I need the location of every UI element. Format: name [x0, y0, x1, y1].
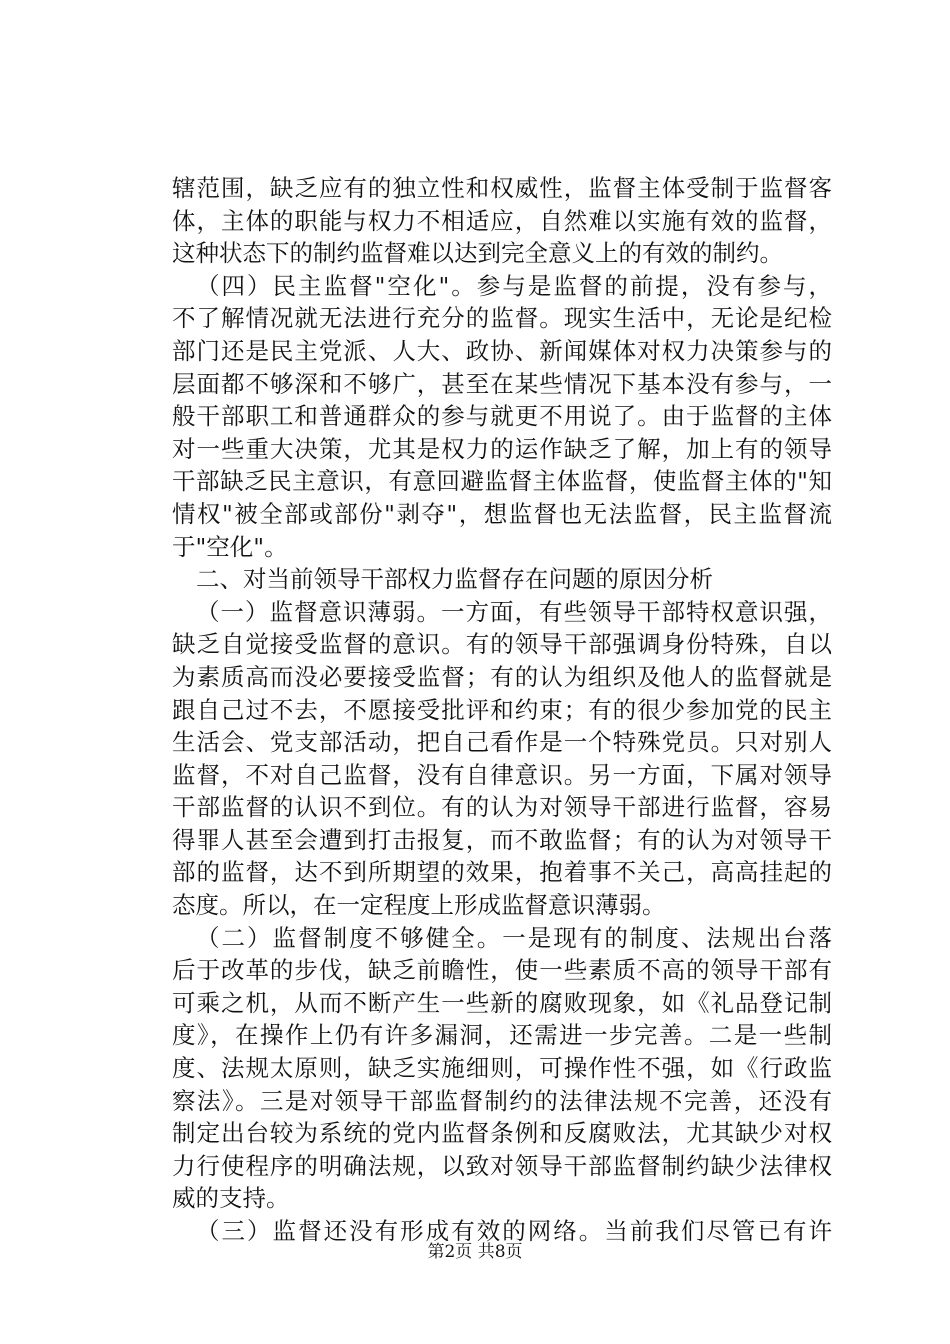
text-line: 监督，不对自己监督，没有自律意识。另一方面，下属对领导 [172, 760, 832, 789]
text-line: 制定出台较为系统的党内监督条例和反腐败法，尤其缺少对权 [172, 1119, 832, 1148]
text-line: 跟自己过不去，不愿接受批评和约束；有的很少参加党的民主 [172, 695, 832, 724]
text-line: 力行使程序的明确法规，以致对领导干部监督制约缺少法律权 [172, 1151, 832, 1180]
text-line: 缺乏自觉接受监督的意识。有的领导干部强调身份特殊，自以 [172, 630, 832, 659]
text-line: 干部监督的认识不到位。有的认为对领导干部进行监督，容易 [172, 793, 832, 822]
text-line: （三）监督还没有形成有效的网络。当前我们尽管已有许 [196, 1217, 832, 1245]
text-line: 不了解情况就无法进行充分的监督。现实生活中，无论是纪检 [172, 304, 832, 333]
text-line: （二）监督制度不够健全。一是现有的制度、法规出台落 [196, 923, 832, 952]
text-line: 部门还是民主党派、人大、政协、新闻媒体对权力决策参与的 [172, 336, 832, 365]
text-line: 二、对当前领导干部权力监督存在问题的原因分析 [196, 565, 713, 594]
page-footer: 第2页 共8页 [427, 1242, 523, 1262]
text-line: 态度。所以，在一定程度上形成监督意识薄弱。 [172, 891, 666, 920]
text-line: 度》，在操作上仍有许多漏洞，还需进一步完善。二是一些制 [172, 1021, 832, 1050]
text-line: （四）民主监督"空化"。参与是监督的前提，没有参与， [196, 271, 832, 300]
text-line: （一）监督意识薄弱。一方面，有些领导干部特权意识强， [196, 597, 832, 626]
text-line: 般干部职工和普通群众的参与就更不用说了。由于监督的主体 [172, 402, 832, 431]
text-line: 情权"被全部或部份"剥夺"，想监督也无法监督，民主监督流 [172, 499, 832, 528]
text-line: 生活会、党支部活动，把自己看作是一个特殊党员。只对别人 [172, 728, 832, 757]
text-line: 辖范围，缺乏应有的独立性和权威性，监督主体受制于监督客 [172, 174, 832, 202]
text-line: 威的支持。 [172, 1184, 290, 1213]
text-line: 可乘之机，从而不断产生一些新的腐败现象，如《礼品登记制 [172, 988, 832, 1017]
text-line: 对一些重大决策，尤其是权力的运作缺乏了解，加上有的领导 [172, 434, 832, 463]
document-body [172, 172, 832, 1248]
text-line: 为素质高而没必要接受监督；有的认为组织及他人的监督就是 [172, 662, 832, 691]
text-line: 这种状态下的制约监督难以达到完全意义上的有效的制约。 [172, 239, 783, 268]
text-line: 层面都不够深和不够广，甚至在某些情况下基本没有参与，一 [172, 369, 832, 398]
text-line: 后于改革的步伐，缺乏前瞻性，使一些素质不高的领导干部有 [172, 956, 832, 985]
text-line: 度、法规太原则，缺乏实施细则，可操作性不强，如《行政监 [172, 1054, 832, 1083]
text-line: 得罪人甚至会遭到打击报复，而不敢监督；有的认为对领导干 [172, 825, 832, 854]
text-line: 察法》。三是对领导干部监督制约的法律法规不完善，还没有 [172, 1086, 832, 1115]
text-line: 干部缺乏民主意识，有意回避监督主体监督，使监督主体的"知 [172, 467, 832, 496]
text-line: 部的监督，达不到所期望的效果，抱着事不关己，高高挂起的 [172, 858, 832, 887]
text-line: 于"空化"。 [172, 532, 288, 561]
text-line: 体，主体的职能与权力不相适应，自然难以实施有效的监督， [172, 206, 832, 235]
